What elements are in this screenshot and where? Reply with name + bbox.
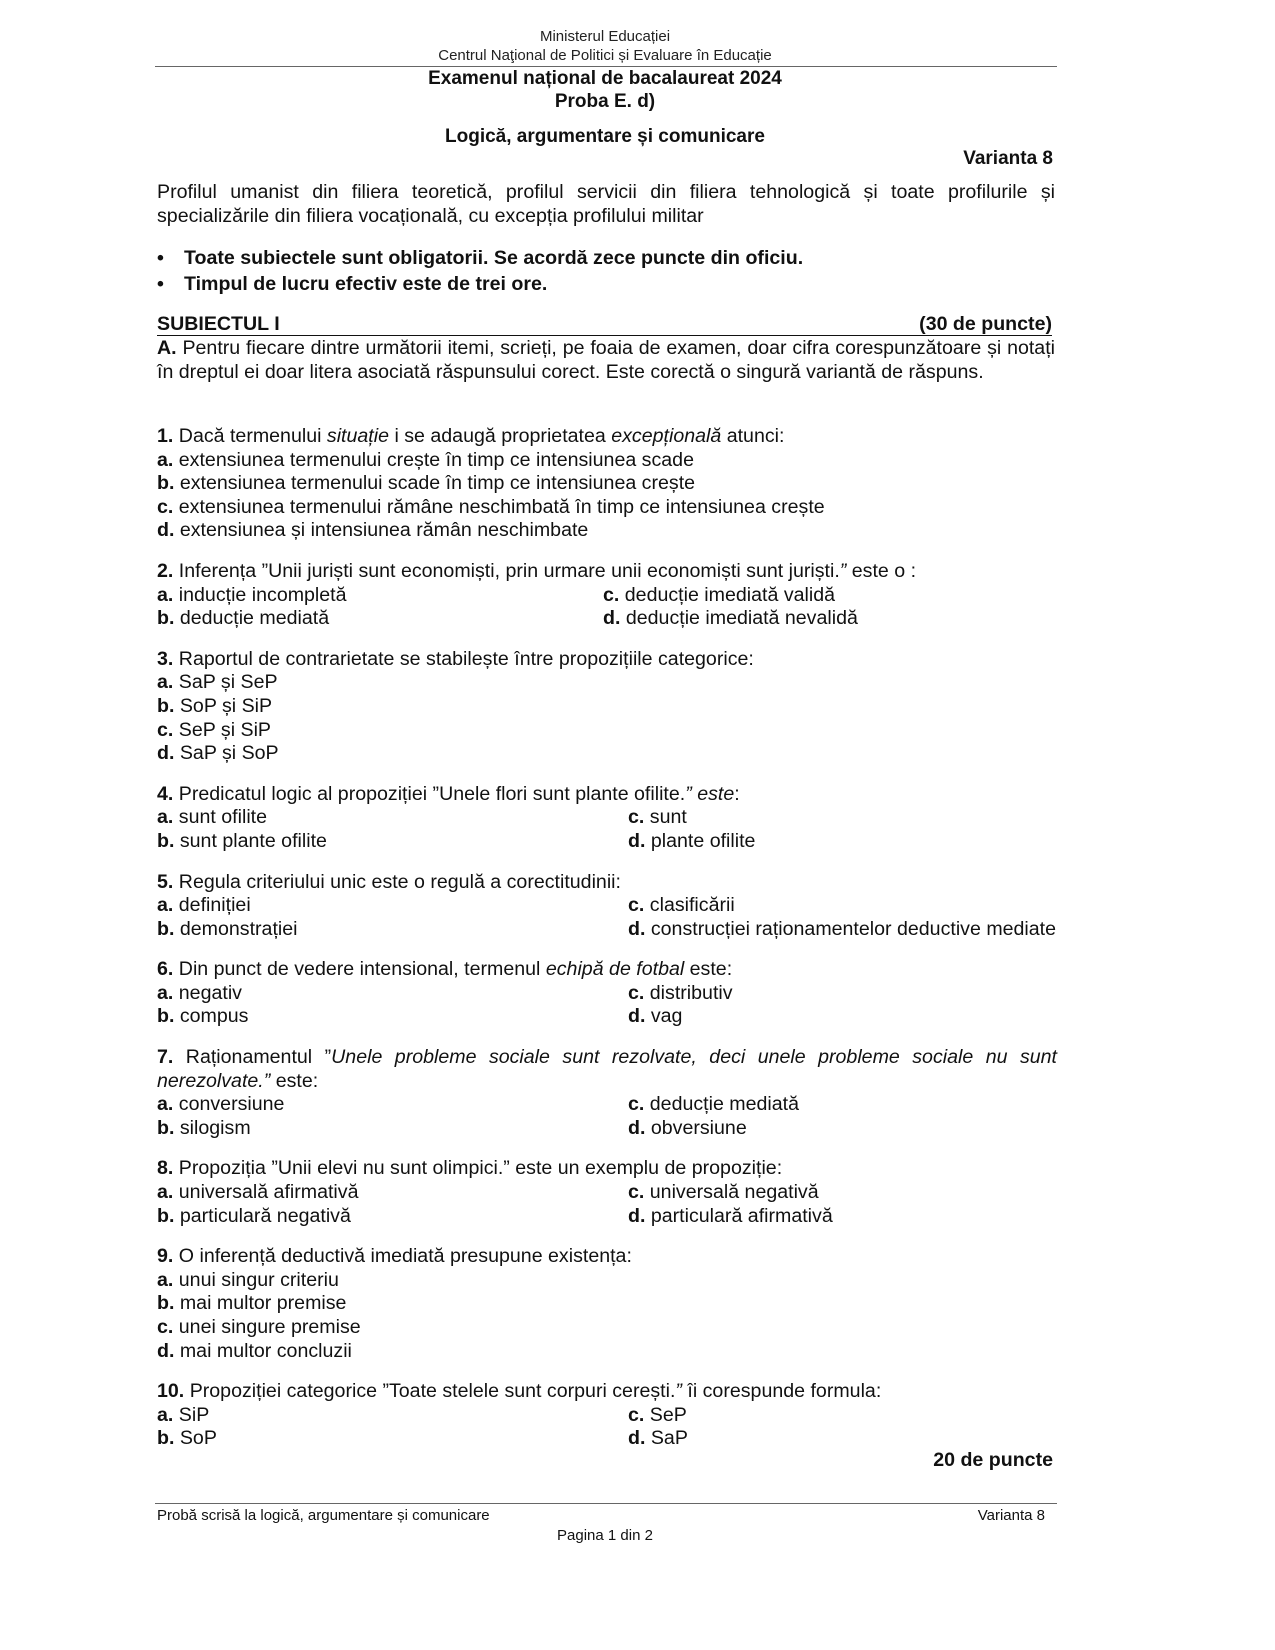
- footer-divider: [155, 1503, 1057, 1504]
- option-col: [628, 918, 1056, 942]
- question-number: 6.: [157, 958, 174, 981]
- stem-text: ” este: [685, 782, 735, 805]
- stem-text: îi corespunde formula:: [681, 1380, 882, 1403]
- answer-option: [628, 982, 733, 1006]
- option-letter: b.: [157, 1204, 175, 1227]
- option-letter: d.: [628, 1116, 646, 1139]
- answer-option: [628, 1005, 682, 1029]
- option-col: [157, 1093, 628, 1117]
- ministry-name: Ministerul Educației: [539, 28, 671, 45]
- option-text: deducție mediată: [174, 607, 330, 630]
- option-text: extensiunea termenului rămâne neschimbată în timp ce intensiunea crește: [173, 495, 825, 518]
- option-text: particulară negativă: [174, 1204, 351, 1227]
- option-col: [628, 1205, 833, 1229]
- questions-list: [157, 425, 1057, 1468]
- option-text: deducție imediată nevalidă: [620, 607, 858, 630]
- question-number: 5.: [157, 870, 174, 893]
- answer-option: [628, 830, 755, 854]
- option-text: construcției raționamentelor deductive mediate: [645, 917, 1057, 940]
- option-letter: c.: [628, 806, 645, 829]
- question-item: [157, 1046, 1057, 1140]
- answer-option: [157, 472, 1057, 496]
- profile-text: Profilul umanist din filiera teoretică, profilul servicii din filiera tehnologică și toate profilurile și specializările din filiera vocațională, cu excepția profilului militar: [157, 181, 1055, 227]
- part-label: A.: [157, 337, 177, 359]
- bullet-text: Toate subiectele sunt obligatorii. Se acordă zece puncte din oficiu.: [184, 247, 804, 269]
- question-item: [157, 871, 1057, 942]
- option-letter: d.: [628, 917, 646, 940]
- option-text: conversiune: [173, 1093, 285, 1116]
- question-stem: [157, 1046, 1057, 1093]
- answer-option: [628, 1117, 747, 1141]
- stem-text: excepțională: [611, 425, 722, 447]
- option-text: sunt plante ofilite: [174, 829, 327, 852]
- option-text: sunt: [644, 806, 687, 829]
- variant-label: Varianta 8: [963, 148, 1053, 169]
- option-text: SoP și SiP: [174, 694, 273, 717]
- options-row: [157, 584, 1057, 608]
- question-number: 1.: [157, 425, 174, 447]
- option-text: mai multor premise: [174, 1292, 347, 1315]
- question-number: 4.: [157, 782, 174, 805]
- question-number: 7.: [157, 1046, 174, 1069]
- answer-option: [157, 1340, 1057, 1364]
- stem-text: Propoziția ”Unii elevi nu sunt olimpici.” este un exemplu de propoziție:: [173, 1157, 783, 1180]
- option-col: [157, 1404, 628, 1428]
- option-letter: c.: [157, 718, 174, 741]
- option-letter: b.: [157, 1116, 175, 1139]
- footer-variant: Varianta 8: [977, 1507, 1045, 1524]
- stem-text: O inferență deductivă imediată presupune existența:: [173, 1245, 632, 1268]
- option-text: inducție incompletă: [173, 583, 347, 606]
- question-item: [157, 1245, 1057, 1363]
- option-letter: b.: [157, 472, 175, 495]
- answer-option: [157, 918, 628, 942]
- answer-option: [157, 1205, 628, 1229]
- options-row: [157, 1181, 1057, 1205]
- stem-text: i se adaugă proprietatea: [389, 425, 612, 447]
- question-number: 10.: [157, 1380, 185, 1403]
- answer-option: [157, 1181, 628, 1205]
- stem-text: este:: [270, 1069, 319, 1092]
- option-col: [628, 1427, 688, 1451]
- option-col: [157, 806, 628, 830]
- option-col: [628, 982, 733, 1006]
- exam-title: Examenul național de bacalaureat 2024: [428, 68, 782, 89]
- option-col: [628, 894, 735, 918]
- answer-option: [628, 894, 735, 918]
- option-col: [603, 584, 835, 608]
- answer-option: [157, 742, 1057, 766]
- option-text: extensiunea și intensiunea rămân neschimbate: [174, 519, 589, 542]
- answer-option: [157, 607, 603, 631]
- option-col: [603, 607, 858, 631]
- question-number: 2.: [157, 559, 174, 582]
- option-letter: d.: [603, 607, 621, 630]
- option-text: demonstrației: [174, 917, 298, 940]
- option-col: [157, 918, 628, 942]
- proba-label: Proba E. d): [554, 91, 656, 112]
- stem-text: este o :: [846, 559, 917, 582]
- question-stem: [157, 425, 1057, 449]
- option-col: [157, 1427, 628, 1451]
- answer-option: [157, 671, 1057, 695]
- option-col: [628, 830, 755, 854]
- answer-option: [628, 806, 687, 830]
- option-col: [157, 894, 628, 918]
- question-stem: [157, 648, 1057, 672]
- option-letter: a.: [157, 671, 174, 694]
- stem-text: Raționamentul ”: [173, 1046, 332, 1069]
- options-row: [157, 607, 1057, 631]
- stem-text: ”: [839, 559, 847, 582]
- answer-option: [157, 1292, 1057, 1316]
- options-row: [157, 982, 1057, 1006]
- option-text: extensiunea termenului scade în timp ce intensiunea crește: [174, 472, 696, 495]
- option-text: SaP și SeP: [173, 671, 278, 694]
- option-col: [628, 1181, 819, 1205]
- option-letter: a.: [157, 981, 174, 1004]
- option-letter: b.: [157, 694, 175, 717]
- footer-left: Probă scrisă la logică, argumentare și comunicare: [157, 1507, 490, 1524]
- answer-option: [157, 894, 628, 918]
- page-number: Pagina 1 din 2: [557, 1527, 653, 1544]
- question-item: [157, 783, 1057, 854]
- stem-text: ”: [675, 1380, 682, 1403]
- option-text: definiției: [173, 894, 251, 917]
- option-letter: c.: [628, 981, 645, 1004]
- option-text: SaP: [645, 1427, 688, 1450]
- option-text: deducție imediată validă: [619, 583, 836, 606]
- option-col: [628, 806, 687, 830]
- option-letter: d.: [628, 829, 646, 852]
- answer-option: [157, 719, 1057, 743]
- center-name: Centrul Naţional de Politici și Evaluare în Educație: [438, 47, 772, 64]
- question-stem: [157, 1380, 1057, 1404]
- options-row: [157, 1205, 1057, 1229]
- stem-text: Regula criteriului unic este o regulă a corectitudinii:: [173, 870, 621, 893]
- bullet-item: [157, 273, 1057, 297]
- answer-option: [157, 496, 1057, 520]
- option-text: universală afirmativă: [173, 1181, 359, 1204]
- option-letter: a.: [157, 583, 174, 606]
- option-text: mai multor concluzii: [174, 1339, 352, 1362]
- answer-option: [628, 1404, 687, 1428]
- option-text: sunt ofilite: [173, 806, 268, 829]
- question-number: 3.: [157, 647, 174, 670]
- options-row: [157, 806, 1057, 830]
- option-letter: c.: [157, 1316, 174, 1338]
- answer-option: [157, 519, 1057, 543]
- answer-option: [157, 1316, 1057, 1340]
- option-letter: d.: [628, 1204, 646, 1227]
- answer-option: [157, 584, 603, 608]
- option-text: extensiunea termenului crește în timp ce intensiunea scade: [173, 448, 694, 471]
- option-letter: b.: [157, 1292, 175, 1315]
- option-letter: a.: [157, 448, 174, 471]
- option-col: [628, 1404, 687, 1428]
- option-text: compus: [174, 1005, 249, 1028]
- option-letter: a.: [157, 1403, 174, 1426]
- section-instructions: [157, 337, 1055, 384]
- option-text: negativ: [173, 981, 242, 1004]
- option-letter: a.: [157, 806, 174, 829]
- option-col: [157, 1117, 628, 1141]
- stem-text: Dacă termenului: [173, 425, 327, 447]
- options-row: [157, 1427, 1057, 1451]
- option-letter: d.: [628, 1005, 646, 1028]
- stem-text: atunci:: [721, 425, 785, 447]
- stem-text: Predicatul logic al propoziției ”Unele flori sunt plante ofilite.: [173, 782, 686, 805]
- option-text: obversiune: [645, 1116, 747, 1139]
- stem-text: este:: [684, 958, 733, 981]
- option-text: SeP și SiP: [173, 718, 271, 741]
- options-row: [157, 918, 1057, 942]
- option-col: [157, 982, 628, 1006]
- option-col: [157, 1205, 628, 1229]
- option-text: distributiv: [644, 981, 733, 1004]
- option-text: SiP: [173, 1403, 210, 1426]
- option-text: SeP: [644, 1403, 687, 1426]
- answer-option: [157, 806, 628, 830]
- section-title: SUBIECTUL I: [157, 313, 280, 335]
- option-letter: a.: [157, 1268, 174, 1291]
- answer-option: [603, 607, 858, 631]
- bullet-text: Timpul de lucru efectiv este de trei ore.: [184, 273, 548, 296]
- bullet-item: [157, 247, 1057, 271]
- answer-option: [157, 1093, 628, 1117]
- option-text: unei singure premise: [173, 1316, 361, 1338]
- option-letter: d.: [157, 742, 175, 765]
- option-col: [628, 1005, 682, 1029]
- option-letter: c.: [603, 583, 620, 606]
- question-stem: [157, 958, 1057, 982]
- option-text: deducție mediată: [644, 1093, 800, 1116]
- option-text: clasificării: [644, 894, 735, 917]
- option-letter: d.: [628, 1427, 646, 1450]
- option-letter: c.: [628, 894, 645, 917]
- option-text: SoP: [174, 1427, 217, 1450]
- stem-text: Raportul de contrarietate se stabilește între propozițiile categorice:: [173, 647, 754, 670]
- option-col: [157, 1181, 628, 1205]
- option-text: vag: [645, 1005, 683, 1028]
- question-stem: [157, 871, 1057, 895]
- option-letter: a.: [157, 894, 174, 917]
- question-stem: [157, 1157, 1057, 1181]
- option-letter: c.: [157, 495, 174, 518]
- section-total: 20 de puncte: [933, 1449, 1053, 1471]
- option-text: silogism: [174, 1116, 251, 1139]
- option-col: [628, 1093, 799, 1117]
- option-text: particulară afirmativă: [645, 1204, 833, 1227]
- option-col: [157, 1005, 628, 1029]
- option-col: [157, 607, 603, 631]
- question-item: [157, 560, 1057, 631]
- stem-text: Propoziției categorice ”Toate stelele sunt corpuri cerești.: [184, 1380, 676, 1403]
- instructions-list: [157, 247, 1057, 299]
- answer-option: [157, 1269, 1057, 1293]
- options-row: [157, 1117, 1057, 1141]
- options-row: [157, 830, 1057, 854]
- question-stem: [157, 560, 1057, 584]
- option-letter: b.: [157, 917, 175, 940]
- option-letter: c.: [628, 1181, 645, 1204]
- option-letter: b.: [157, 829, 175, 852]
- option-col: [628, 1117, 747, 1141]
- option-text: SaP și SoP: [174, 742, 279, 765]
- answer-option: [628, 1427, 688, 1451]
- question-item: [157, 648, 1057, 766]
- question-item: [157, 425, 1057, 543]
- stem-text: Din punct de vedere intensional, termenul: [173, 958, 546, 981]
- option-text: plante ofilite: [645, 829, 756, 852]
- question-item: [157, 958, 1057, 1029]
- option-col: [157, 584, 603, 608]
- stem-text: echipă de fotbal: [545, 958, 685, 981]
- footer: [157, 1507, 1045, 1524]
- option-text: universală negativă: [644, 1181, 819, 1204]
- options-row: [157, 894, 1057, 918]
- stem-text: Unele probleme sociale sunt rezolvate, deci unele probleme sociale nu sunt nerezolvate.”: [157, 1046, 1057, 1092]
- answer-option: [157, 695, 1057, 719]
- section-points: (30 de puncte): [919, 313, 1052, 335]
- question-stem: [157, 1245, 1057, 1269]
- subject-title: Logică, argumentare și comunicare: [445, 126, 765, 147]
- answer-option: [157, 982, 628, 1006]
- answer-option: [157, 1404, 628, 1428]
- bullet-icon: •: [157, 247, 164, 269]
- instructions-text: Pentru fiecare dintre următorii itemi, scrieți, pe foaia de examen, doar cifra corespunzătoare și notați în dreptul ei doar litera asociată răspunsului corect. Este corectă o singură variantă de răspuns.: [157, 337, 1055, 383]
- options-row: [157, 1404, 1057, 1428]
- option-text: unui singur criteriu: [173, 1268, 339, 1291]
- option-letter: c.: [628, 1403, 645, 1426]
- question-stem: [157, 783, 1057, 807]
- options-row: [157, 1005, 1057, 1029]
- bullet-icon: •: [157, 273, 164, 296]
- stem-text: Inferența ”Unii juriști sunt economiști, prin urmare unii economiști sunt juriști.: [173, 559, 840, 582]
- question-number: 8.: [157, 1157, 174, 1180]
- question-number: 9.: [157, 1245, 174, 1268]
- answer-option: [628, 918, 1056, 942]
- section-heading: [157, 313, 1052, 336]
- answer-option: [157, 1117, 628, 1141]
- question-item: [157, 1157, 1057, 1228]
- stem-text: :: [734, 782, 740, 805]
- option-col: [157, 830, 628, 854]
- option-letter: c.: [628, 1093, 645, 1116]
- answer-option: [157, 449, 1057, 473]
- answer-option: [603, 584, 835, 608]
- answer-option: [157, 830, 628, 854]
- question-item: [157, 1380, 1057, 1451]
- option-letter: b.: [157, 1427, 175, 1450]
- answer-option: [628, 1093, 799, 1117]
- option-letter: d.: [157, 1339, 175, 1362]
- answer-option: [628, 1181, 819, 1205]
- option-letter: d.: [157, 519, 175, 542]
- option-letter: a.: [157, 1093, 174, 1116]
- answer-option: [628, 1205, 833, 1229]
- stem-text: situație: [326, 425, 389, 447]
- answer-option: [157, 1427, 628, 1451]
- option-letter: b.: [157, 1005, 175, 1028]
- answer-option: [157, 1005, 628, 1029]
- option-letter: b.: [157, 607, 175, 630]
- option-letter: a.: [157, 1181, 174, 1204]
- options-row: [157, 1093, 1057, 1117]
